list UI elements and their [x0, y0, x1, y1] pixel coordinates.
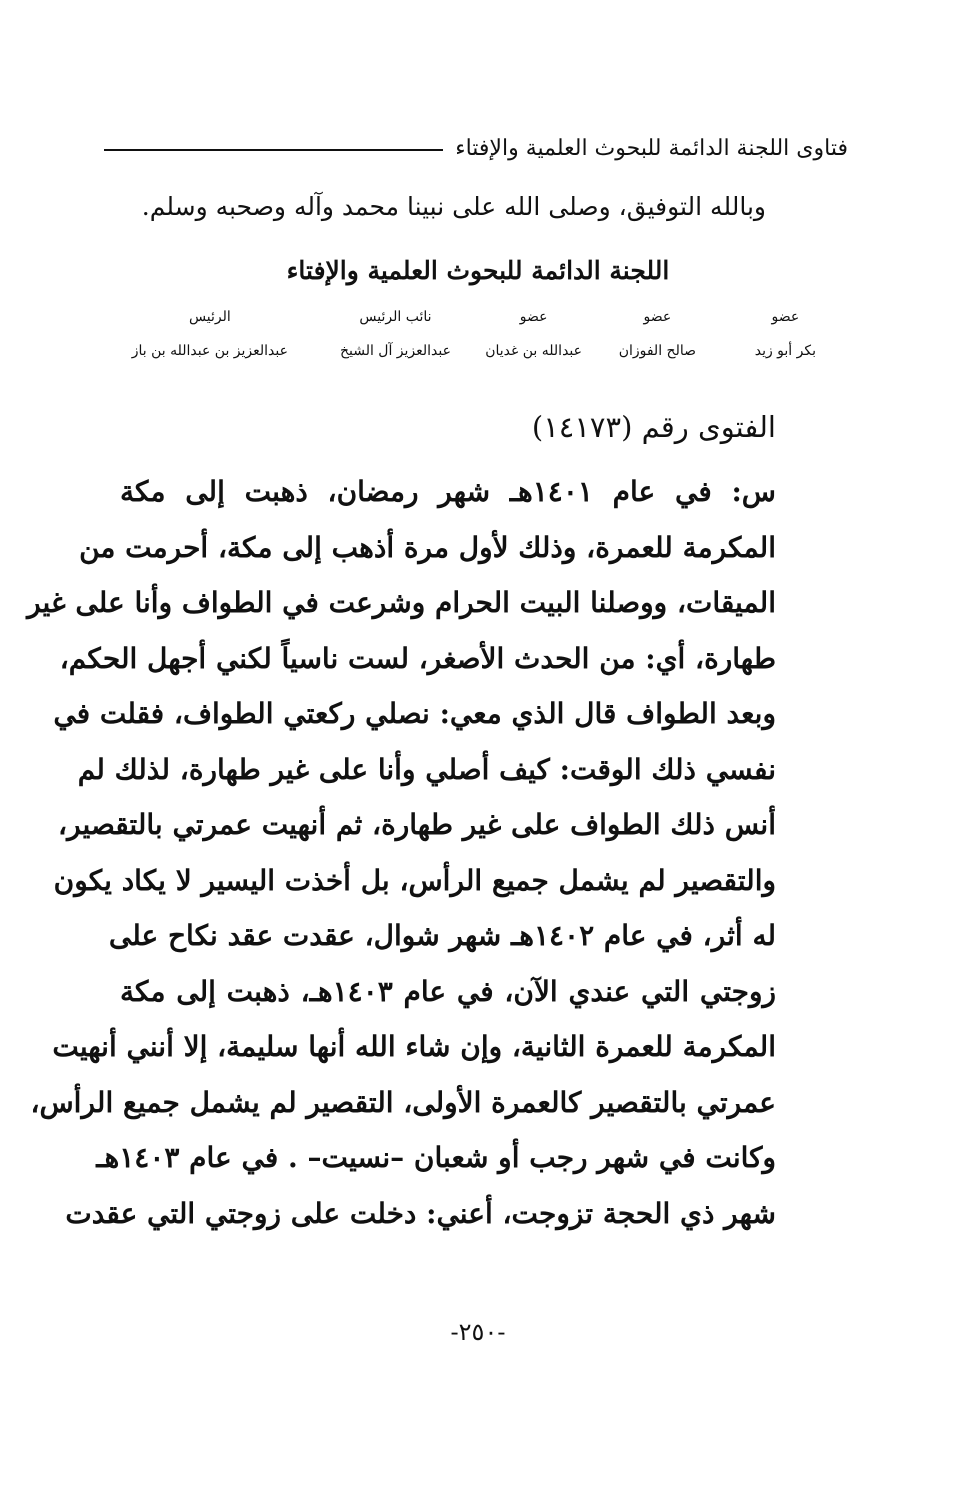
signatory-role: عضو [643, 309, 672, 325]
signatory-name: عبدالعزيز بن عبدالله بن باز [131, 343, 288, 359]
text-line: وكانت في شهر رجب أو شعبان –نسيت– . في عام ١٤٠٣هـ [96, 1141, 776, 1174]
signatory-name: صالح الفوزان [618, 343, 696, 359]
text-line: الميقات، ووصلنا البيت الحرام وشرعت في الطواف وأنا على غير [27, 586, 776, 619]
signatory-name: عبدالعزيز آل الشيخ [339, 343, 451, 359]
signatory-name: عبدالله بن غديان [485, 343, 582, 359]
committee-name: اللجنة الدائمة للبحوث العلمية والإفتاء [286, 256, 670, 285]
signatory-role: عضو [771, 309, 800, 325]
text-line: شهر ذي الحجة تزوجت، أعني: دخلت على زوجتي التي عقدت [65, 1196, 776, 1230]
text-line: له أثر، في عام ١٤٠٢هـ شهر شوال، عقدت عقد نكاح على [108, 919, 776, 952]
page-number: -٢٥٠- [450, 1318, 506, 1346]
text-line: المكرمة للعمرة الثانية، وإن شاء الله أنها سليمة، إلا أنني أنهيت [52, 1030, 776, 1063]
fatwa-number: الفتوى رقم (١٤١٧٣) [531, 410, 776, 444]
signatory [340, 310, 451, 358]
signatory [132, 310, 288, 358]
text-line: المكرمة للعمرة، وذلك لأول مرة أذهب إلى مكة، أحرمت من [79, 530, 776, 564]
closing-line: وبالله التوفيق، وصلى الله على نبينا محمد وآله وصحبه وسلم. [141, 192, 766, 221]
text-line: أنس ذلك الطواف على غير طهارة، ثم أنهيت عمرتي بالتقصير، [58, 808, 776, 841]
header-rule [104, 149, 443, 151]
running-header [104, 128, 848, 168]
text-line: زوجتي التي عندي الآن، في عام ١٤٠٣هـ، ذهبت إلى مكة [120, 974, 776, 1008]
text-line: عمرتي بالتقصير كالعمرة الأولى، التقصير لم يشمل جميع الرأس، [30, 1085, 776, 1119]
signatory [485, 310, 582, 358]
text-line: والتقصير لم يشمل جميع الرأس، بل أخذت اليسير لا يكاد يكون [53, 863, 776, 897]
signatory-role: نائب الرئيس [359, 309, 432, 325]
signatory-role: عضو [519, 309, 548, 325]
signatures-block [131, 309, 816, 380]
signatory [755, 310, 816, 358]
signatory-role: الرئيس [188, 309, 231, 325]
signatory [619, 310, 696, 358]
text-line: وبعد الطواف قال الذي معي: نصلي ركعتي الطواف، فقلت في [53, 697, 776, 730]
text-line: نفسي ذلك الوقت: كيف أصلي وأنا على غير طهارة، لذلك لم [77, 752, 776, 786]
fatwa-question-text [27, 464, 776, 1241]
running-header-title: فتاوى اللجنة الدائمة للبحوث العلمية والإفتاء [455, 135, 848, 161]
signatory-name: بكر أبو زيد [754, 343, 816, 359]
text-line: طهارة، أي: من الحدث الأصغر، لست ناسياً لكني أجهل الحكم، [59, 641, 776, 675]
text-line: س: في عام ١٤٠١هـ شهر رمضان، ذهبت إلى مكة [120, 475, 776, 508]
